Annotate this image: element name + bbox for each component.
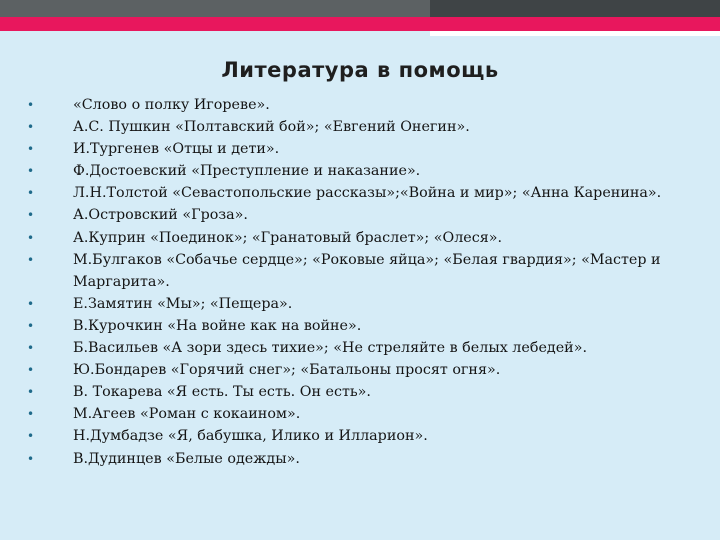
bullet-icon: • [27,252,35,267]
list-item-text: И.Тургенев «Отцы и дети». [73,141,280,158]
list-item-text: М.Агеев «Роман с кокаином». [73,406,301,423]
list-item [27,448,707,470]
list-item [27,337,707,359]
list-item [27,160,707,182]
list-item [27,116,707,138]
list-item-text: В.Курочкин «На войне как на войне». [73,317,362,334]
bullet-icon: • [27,407,35,422]
list-item [27,293,707,315]
accent-stripe [0,17,720,31]
literature-list [27,94,707,470]
bullet-icon: • [27,451,35,466]
bullet-icon: • [27,120,35,135]
bullet-icon: • [27,230,35,245]
list-item [27,315,707,337]
list-item-text: Е.Замятин «Мы»; «Пещера». [73,295,293,312]
bullet-icon: • [27,296,35,311]
bullet-icon: • [27,164,35,179]
list-item [27,403,707,425]
list-item [27,204,707,226]
bullet-icon: • [27,318,35,333]
list-item-text: Ю.Бондарев «Горячий снег»; «Батальоны просят огня». [73,362,501,379]
list-item [27,138,707,160]
bullet-icon: • [27,429,35,444]
list-item [27,381,707,403]
list-item [27,182,707,204]
slide-title: Литература в помощь [221,58,499,82]
accent-stripe-white [430,31,720,36]
list-item [27,425,707,447]
list-item [27,227,707,249]
bullet-icon: • [27,363,35,378]
list-item-text: В. Токарева «Я есть. Ты есть. Он есть». [73,384,371,401]
top-decorative-band-right [430,0,720,17]
bullet-icon: • [27,98,35,112]
bullet-icon: • [27,341,35,356]
bullet-icon: • [27,142,35,157]
list-item-text: А.Островский «Гроза». [73,207,248,224]
list-item [27,359,707,381]
list-item [27,249,707,293]
list-item-text: Н.Думбадзе «Я, бабушка, Илико и Илларион». [73,428,428,445]
bullet-icon: • [27,385,35,400]
bullet-icon: • [27,208,35,223]
list-item [27,94,707,116]
list-item-text: А.С. Пушкин «Полтавский бой»; «Евгений Онегин». [73,119,470,136]
list-item-text: «Слово о полку Игореве». [73,97,270,113]
list-item-text: В.Дудинцев «Белые одежды». [73,450,300,467]
list-item-text: М.Булгаков «Собачье сердце»; «Роковые яйца»; «Белая гвардия»; «Мастер и Маргарита». [73,251,661,290]
list-item-text: Ф.Достоевский «Преступление и наказание». [73,163,421,180]
bullet-icon: • [27,186,35,201]
list-item-text: Б.Васильев «А зори здесь тихие»; «Не стреляйте в белых лебедей». [73,340,588,357]
list-item-text: Л.Н.Толстой «Севастопольские рассказы»;«Война и мир»; «Анна Каренина». [73,185,662,202]
list-item-text: А.Куприн «Поединок»; «Гранатовый браслет»; «Олеся». [73,229,503,246]
